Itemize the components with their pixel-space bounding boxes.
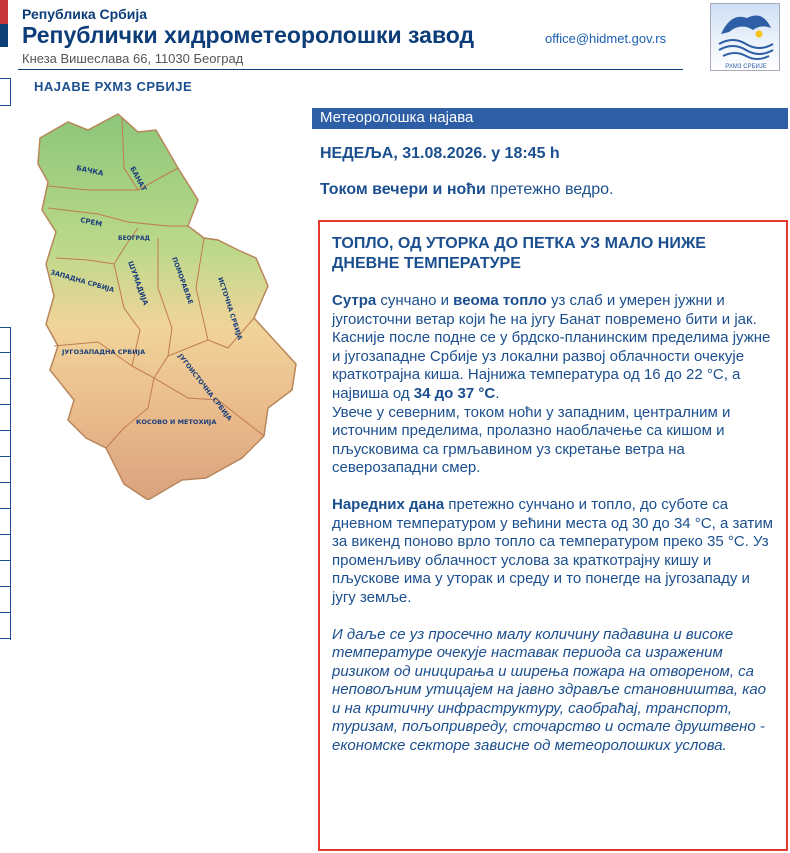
evening-forecast bbox=[320, 181, 613, 199]
map-label-jugozapadna: ЈУГОЗАПАДНА СРБИЈА bbox=[62, 348, 146, 356]
map-label-backa: БАЧКА bbox=[75, 164, 105, 178]
left-edge-box bbox=[0, 78, 11, 106]
evening-storms-text: Увече у северним, током ноћи у западним, централним и источним пределима, пролазно наоблачење са кишом и пљусковима са грмљавином уз скретање ветра на северозападни смер. bbox=[332, 403, 731, 477]
very-warm-label: веома топло bbox=[453, 292, 547, 309]
weather-alert-box bbox=[318, 220, 788, 851]
rhmz-logo[interactable] bbox=[710, 3, 780, 71]
text-span: . bbox=[495, 384, 500, 402]
nav-title[interactable]: НАЈАВЕ РХМЗ СРБИЈЕ bbox=[34, 79, 193, 94]
alert-paragraph-fire-risk: И даље се уз просечно малу количину падавина и високе температуре очекује наставак периода са израженим ризиком од иницирања и ширења пожара на отвореном, са неповољним утицајем на јавно здравље становништва, као и на критичну инфраструктуру, саобраћај, транспорт, туризам, пољопривреду, сточарство и остале друштвено - економске секторе зависне од метеоролошких услова. bbox=[332, 625, 767, 755]
map-label-kosovo: КОСОВО И МЕТОХИЈА bbox=[136, 418, 217, 426]
republic-label: Република Србија bbox=[22, 6, 148, 22]
section-title-bar: Метеоролошка најава bbox=[312, 108, 788, 129]
address: Кнеза Вишеслава 66, 11030 Београд bbox=[22, 51, 244, 66]
map-label-srem: СРЕМ bbox=[79, 216, 103, 229]
site-title: Републички хидрометеоролошки завод bbox=[22, 22, 475, 48]
serbia-region-map[interactable] bbox=[28, 108, 302, 500]
map-label-banat: БАНАТ bbox=[128, 165, 148, 193]
email-link[interactable]: office@hidmet.gov.rs bbox=[545, 31, 667, 46]
text-span: претежно сунчано и топло, до суботе са дневном температуром у већини места од 30 до 34 °C, а затим за викенд поново врло топло са температуром преко 35 °C. Уз променљиву облачност услова за краткотрајну кишу и пљускове има у уторак и среду и то понегде на југозападу и југу земље. bbox=[332, 495, 773, 606]
alert-title: ТОПЛО, ОД УТОРКА ДО ПЕТКА УЗ МАЛО НИЖЕ ДНЕВНЕ ТЕМПЕРАТУРЕ bbox=[332, 235, 706, 272]
max-temp-label: 34 до 37 °C bbox=[413, 384, 496, 402]
evening-text: претежно ведро. bbox=[485, 181, 614, 198]
logo-text: РХМЗ СРБИЈЕ bbox=[725, 64, 767, 70]
serbian-flag bbox=[0, 0, 8, 70]
map-label-sumadija: ШУМАДИЈА bbox=[126, 259, 150, 307]
tomorrow-label: Сутра bbox=[332, 292, 377, 309]
map-label-pomoravlje: ПОМОРАВЉЕ bbox=[170, 255, 195, 306]
map-label-jugoistocna: ЈУГОИСТОЧНА СРБИЈА bbox=[176, 352, 234, 423]
text-span: сунчано и bbox=[376, 292, 454, 309]
left-menu-strip bbox=[0, 327, 11, 640]
map-label-beograd: БЕОГРАД bbox=[118, 235, 150, 242]
forecast-date: НЕДЕЉА, 31.08.2026. у 18:45 h bbox=[320, 145, 560, 162]
alert-paragraph-tomorrow bbox=[332, 292, 774, 478]
alert-paragraph-next-days bbox=[332, 496, 774, 608]
next-days-label: Наредних дана bbox=[332, 495, 445, 513]
header-divider bbox=[18, 69, 683, 70]
evening-label: Током вечери и ноћи bbox=[320, 181, 486, 198]
text-span: уз слаб и умерен јужни и југоисточни ветар који ће на југу Банат повремено бити и јак. Касније после подне се у брдско-планинским пределима јужне и југозападне Србије уз локални развој облачности очекује краткотрајна киша. Најнижа температура од 16 до 22 °C, а највиша од bbox=[332, 292, 771, 402]
map-label-istocna: ИСТОЧНА СРБИЈА bbox=[216, 276, 244, 341]
map-label-zapadna: ЗАПАДНА СРБИЈА bbox=[49, 268, 116, 295]
